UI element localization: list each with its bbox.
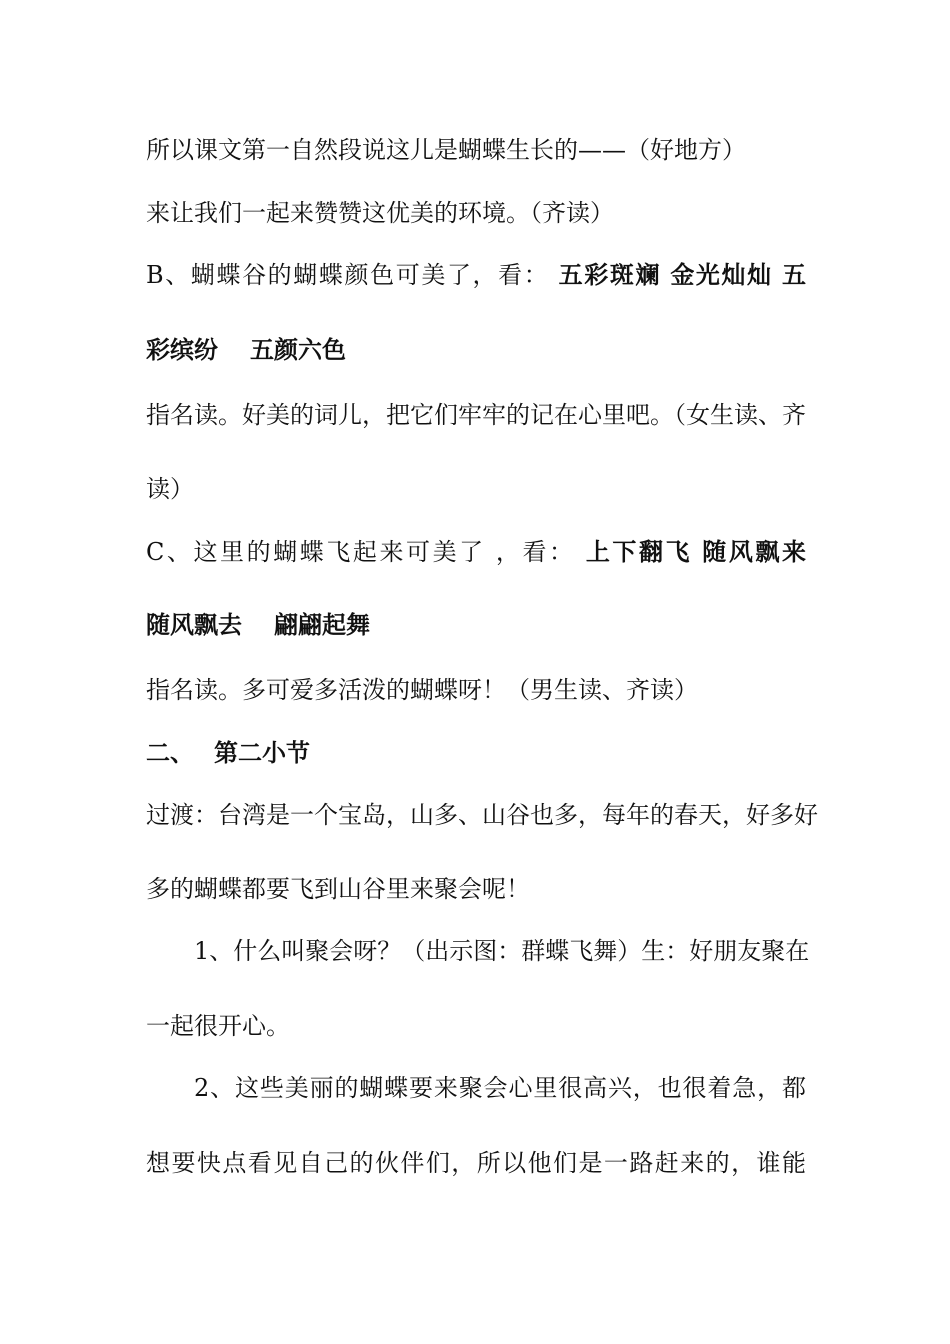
bold-term: 翩翩起舞 bbox=[274, 610, 370, 639]
paragraph-line: 指名读。好美的词儿，把它们牢牢的记在心里吧。（女生读、齐 bbox=[146, 401, 806, 429]
paragraph-line: 想要快点看见自己的伙伴们，所以他们是一路赶来的，谁能 bbox=[146, 1149, 806, 1177]
section-heading bbox=[146, 738, 806, 768]
paragraph-line: 过渡：台湾是一个宝岛，山多、山谷也多，每年的春天，好多好 bbox=[146, 801, 818, 829]
paragraph-line: 读） bbox=[146, 475, 194, 503]
section-title: 第二小节 bbox=[214, 738, 310, 767]
bold-term: 上下翻飞 bbox=[585, 537, 693, 566]
bold-term: 随风飘来 bbox=[702, 537, 806, 566]
paragraph-line bbox=[146, 537, 806, 567]
bold-term: 五彩斑斓 bbox=[558, 260, 662, 289]
bold-term: 彩缤纷 bbox=[146, 335, 218, 364]
paragraph-line: 指名读。多可爱多活泼的蝴蝶呀！（男生读、齐读） bbox=[146, 676, 698, 704]
paragraph-line: 所以课文第一自然段说这儿是蝴蝶生长的——（好地方） bbox=[146, 136, 746, 164]
bold-term: 金光灿灿 bbox=[670, 260, 773, 289]
bold-term: 随风飘去 bbox=[146, 610, 242, 639]
paragraph-line bbox=[146, 610, 806, 640]
paragraph-line: 一起很开心。 bbox=[146, 1012, 290, 1040]
line-text: B、蝴蝶谷的蝴蝶颜色可美了，看： bbox=[146, 261, 550, 289]
section-number: 二、 bbox=[146, 738, 194, 767]
line-text: C、这里的蝴蝶飞起来可美了 ，看： bbox=[146, 538, 576, 566]
bold-term: 五 bbox=[782, 260, 807, 289]
paragraph-line: 多的蝴蝶都要飞到山谷里来聚会呢！ bbox=[146, 875, 530, 903]
paragraph-line bbox=[146, 335, 806, 365]
bold-term: 五颜六色 bbox=[250, 335, 346, 364]
paragraph-line: 来让我们一起来赞赞这优美的环境。（齐读） bbox=[146, 199, 614, 227]
paragraph-line: 2、这些美丽的蝴蝶要来聚会心里很高兴，也很着急，都 bbox=[194, 1074, 806, 1102]
paragraph-line bbox=[146, 260, 806, 290]
paragraph-line: 1、什么叫聚会呀？（出示图：群蝶飞舞）生：好朋友聚在 bbox=[194, 937, 810, 965]
